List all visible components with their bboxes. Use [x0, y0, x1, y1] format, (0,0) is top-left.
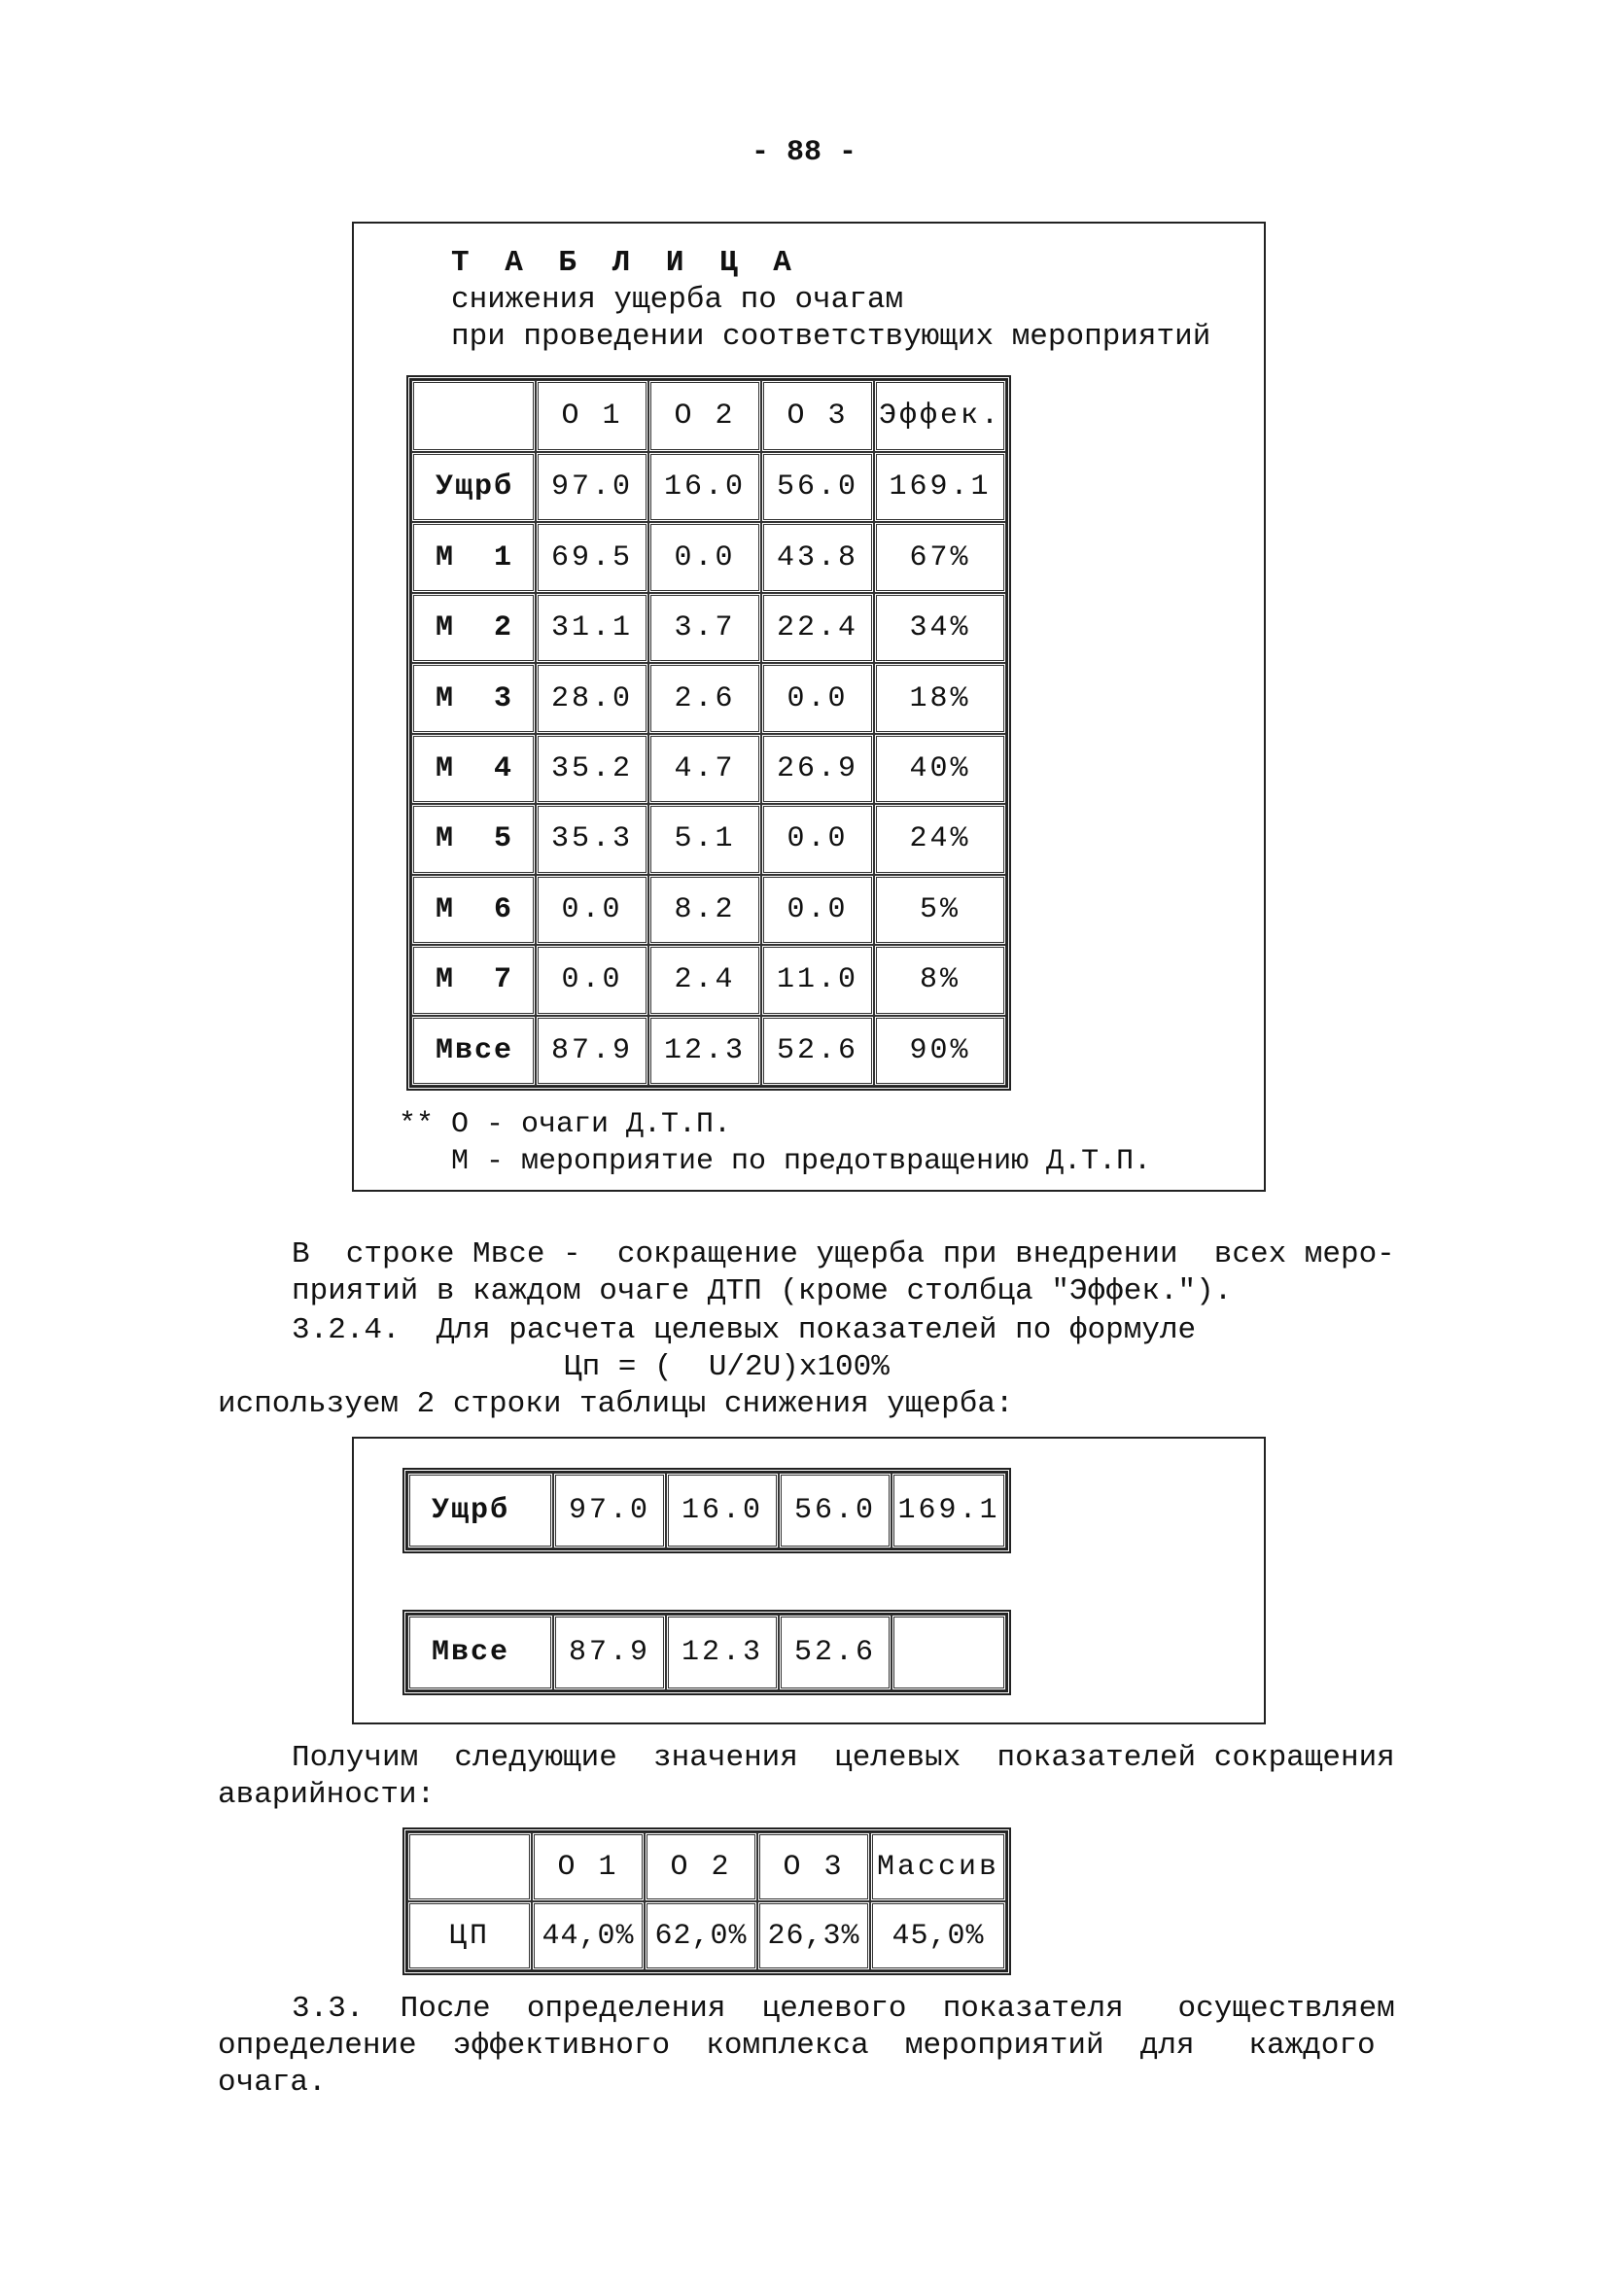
- header-cell-o1: О 1: [536, 380, 648, 452]
- table-cell: 34%: [874, 593, 1006, 663]
- paragraph-line: аварийности:: [218, 1778, 436, 1812]
- target-indicators-table: [402, 1827, 1011, 1975]
- table1-caption-line3: при проведении соответствующих мероприятий: [451, 320, 1211, 354]
- table-header-row: [407, 1832, 1006, 1901]
- paragraph-3-3: [218, 1991, 1395, 2102]
- table-cell: [891, 1615, 1006, 1690]
- table1-notes: [399, 1106, 1151, 1180]
- table-cell: 5.1: [648, 804, 761, 874]
- table1-caption: [451, 245, 1210, 356]
- table-cell: 2.6: [648, 663, 761, 733]
- row-label: М 2: [411, 593, 536, 663]
- table-cell: 97.0: [553, 1473, 666, 1548]
- table-row: [407, 1473, 1006, 1548]
- table-cell: 0.0: [536, 945, 648, 1015]
- table-cell: 26.9: [761, 734, 874, 804]
- table-row: [411, 663, 1006, 733]
- table-cell: 43.8: [761, 522, 874, 592]
- table-cell: 67%: [874, 522, 1006, 592]
- table-cell: 3.7: [648, 593, 761, 663]
- table-cell: 0.0: [648, 522, 761, 592]
- table-cell: 0.0: [761, 875, 874, 945]
- table-cell: 8.2: [648, 875, 761, 945]
- paragraph-mvse: [292, 1236, 1395, 1310]
- row-label: М 3: [411, 663, 536, 733]
- table-row: [411, 804, 1006, 874]
- row-label: М 1: [411, 522, 536, 592]
- table-cell: 5%: [874, 875, 1006, 945]
- table1-caption-title: Т А Б Л И Ц А: [451, 246, 800, 280]
- row-label: М 7: [411, 945, 536, 1015]
- table-cell: 4.7: [648, 734, 761, 804]
- table-cell: 87.9: [536, 1016, 648, 1087]
- table-cell: 22.4: [761, 593, 874, 663]
- table-cell: 16.0: [666, 1473, 779, 1548]
- table-cell: 44,0%: [532, 1901, 645, 1970]
- damage-reduction-table: [406, 375, 1011, 1091]
- table-cell: 2.4: [648, 945, 761, 1015]
- table-cell: 56.0: [761, 452, 874, 522]
- paragraph-results-intro: [218, 1740, 1395, 1814]
- table-row: [411, 593, 1006, 663]
- header-cell-o2: О 2: [645, 1832, 757, 1901]
- table-cell: 52.6: [779, 1615, 891, 1690]
- paragraph-line: приятий в каждом очаге ДТП (кроме столбца "Эффек.").: [292, 1274, 1233, 1308]
- table-cell: 169.1: [874, 452, 1006, 522]
- table-row: [411, 522, 1006, 592]
- table-cell: 12.3: [666, 1615, 779, 1690]
- note-line-m: М - мероприятие по предотвращению Д.Т.П.: [451, 1145, 1152, 1178]
- table1-caption-line2: снижения ущерба по очагам: [451, 283, 904, 317]
- paragraph-formula-intro: 3.2.4. Для расчета целевых показателей по формуле: [292, 1313, 1197, 1347]
- table-cell: 31.1: [536, 593, 648, 663]
- damage-row-table: [402, 1468, 1011, 1553]
- table-row: [411, 875, 1006, 945]
- paragraph-line: Получим следующие значения целевых показателей сокращения: [292, 1741, 1395, 1775]
- table-cell: 16.0: [648, 452, 761, 522]
- table-cell: 35.2: [536, 734, 648, 804]
- header-cell-o3: О 3: [761, 380, 874, 452]
- table-cell: 0.0: [761, 663, 874, 733]
- table-cell: 0.0: [761, 804, 874, 874]
- page-number: - 88 -: [751, 136, 857, 169]
- header-cell-array: Массив: [870, 1832, 1006, 1901]
- table-cell: 87.9: [553, 1615, 666, 1690]
- table-cell: 0.0: [536, 875, 648, 945]
- table-cell: 26,3%: [757, 1901, 870, 1970]
- row-label: Ущрб: [411, 452, 536, 522]
- table-cell: 69.5: [536, 522, 648, 592]
- row-label: Мвсе: [411, 1016, 536, 1087]
- table-header-row: [411, 380, 1006, 452]
- table-row: [407, 1901, 1006, 1970]
- table-cell: 40%: [874, 734, 1006, 804]
- header-cell-o3: О 3: [757, 1832, 870, 1901]
- header-cell-effect: Эффек.: [874, 380, 1006, 452]
- note-line-o: ** О - очаги Д.Т.П.: [399, 1108, 732, 1141]
- row-label: Ущрб: [407, 1473, 553, 1548]
- mvse-row-table: [402, 1610, 1011, 1695]
- paragraph-formula-use: используем 2 строки таблицы снижения ущерба:: [218, 1387, 1014, 1421]
- table-cell: 8%: [874, 945, 1006, 1015]
- row-label: Мвсе: [407, 1615, 553, 1690]
- paragraph-line: 3.3. После определения целевого показателя осуществляем: [292, 1992, 1395, 2026]
- table-cell: 97.0: [536, 452, 648, 522]
- table-cell: 169.1: [891, 1473, 1006, 1548]
- table-cell: 52.6: [761, 1016, 874, 1087]
- table-cell: 35.3: [536, 804, 648, 874]
- table-cell: 56.0: [779, 1473, 891, 1548]
- table-cell: 62,0%: [645, 1901, 757, 1970]
- table-row: [407, 1615, 1006, 1690]
- header-cell-o2: О 2: [648, 380, 761, 452]
- table-row: [411, 1016, 1006, 1087]
- paragraph-line: определение эффективного комплекса мероприятий для каждого: [218, 2029, 1376, 2063]
- row-label: М 4: [411, 734, 536, 804]
- header-cell-o1: О 1: [532, 1832, 645, 1901]
- row-label: М 5: [411, 804, 536, 874]
- paragraph-line: В строке Мвсе - сокращение ущерба при внедрении всех меро-: [292, 1237, 1395, 1271]
- table-cell: 11.0: [761, 945, 874, 1015]
- paragraph-line: очага.: [218, 2066, 327, 2100]
- table-cell: 12.3: [648, 1016, 761, 1087]
- table-cell: 90%: [874, 1016, 1006, 1087]
- formula: Цп = ( U/2U)x100%: [564, 1350, 890, 1384]
- row-label: ЦП: [407, 1901, 532, 1970]
- table-cell: 45,0%: [870, 1901, 1006, 1970]
- table-cell: 18%: [874, 663, 1006, 733]
- header-cell-empty: [407, 1832, 532, 1901]
- table-row: [411, 734, 1006, 804]
- table-row: [411, 945, 1006, 1015]
- row-label: М 6: [411, 875, 536, 945]
- table-cell: 24%: [874, 804, 1006, 874]
- table-row: [411, 452, 1006, 522]
- table-cell: 28.0: [536, 663, 648, 733]
- header-cell-empty: [411, 380, 536, 452]
